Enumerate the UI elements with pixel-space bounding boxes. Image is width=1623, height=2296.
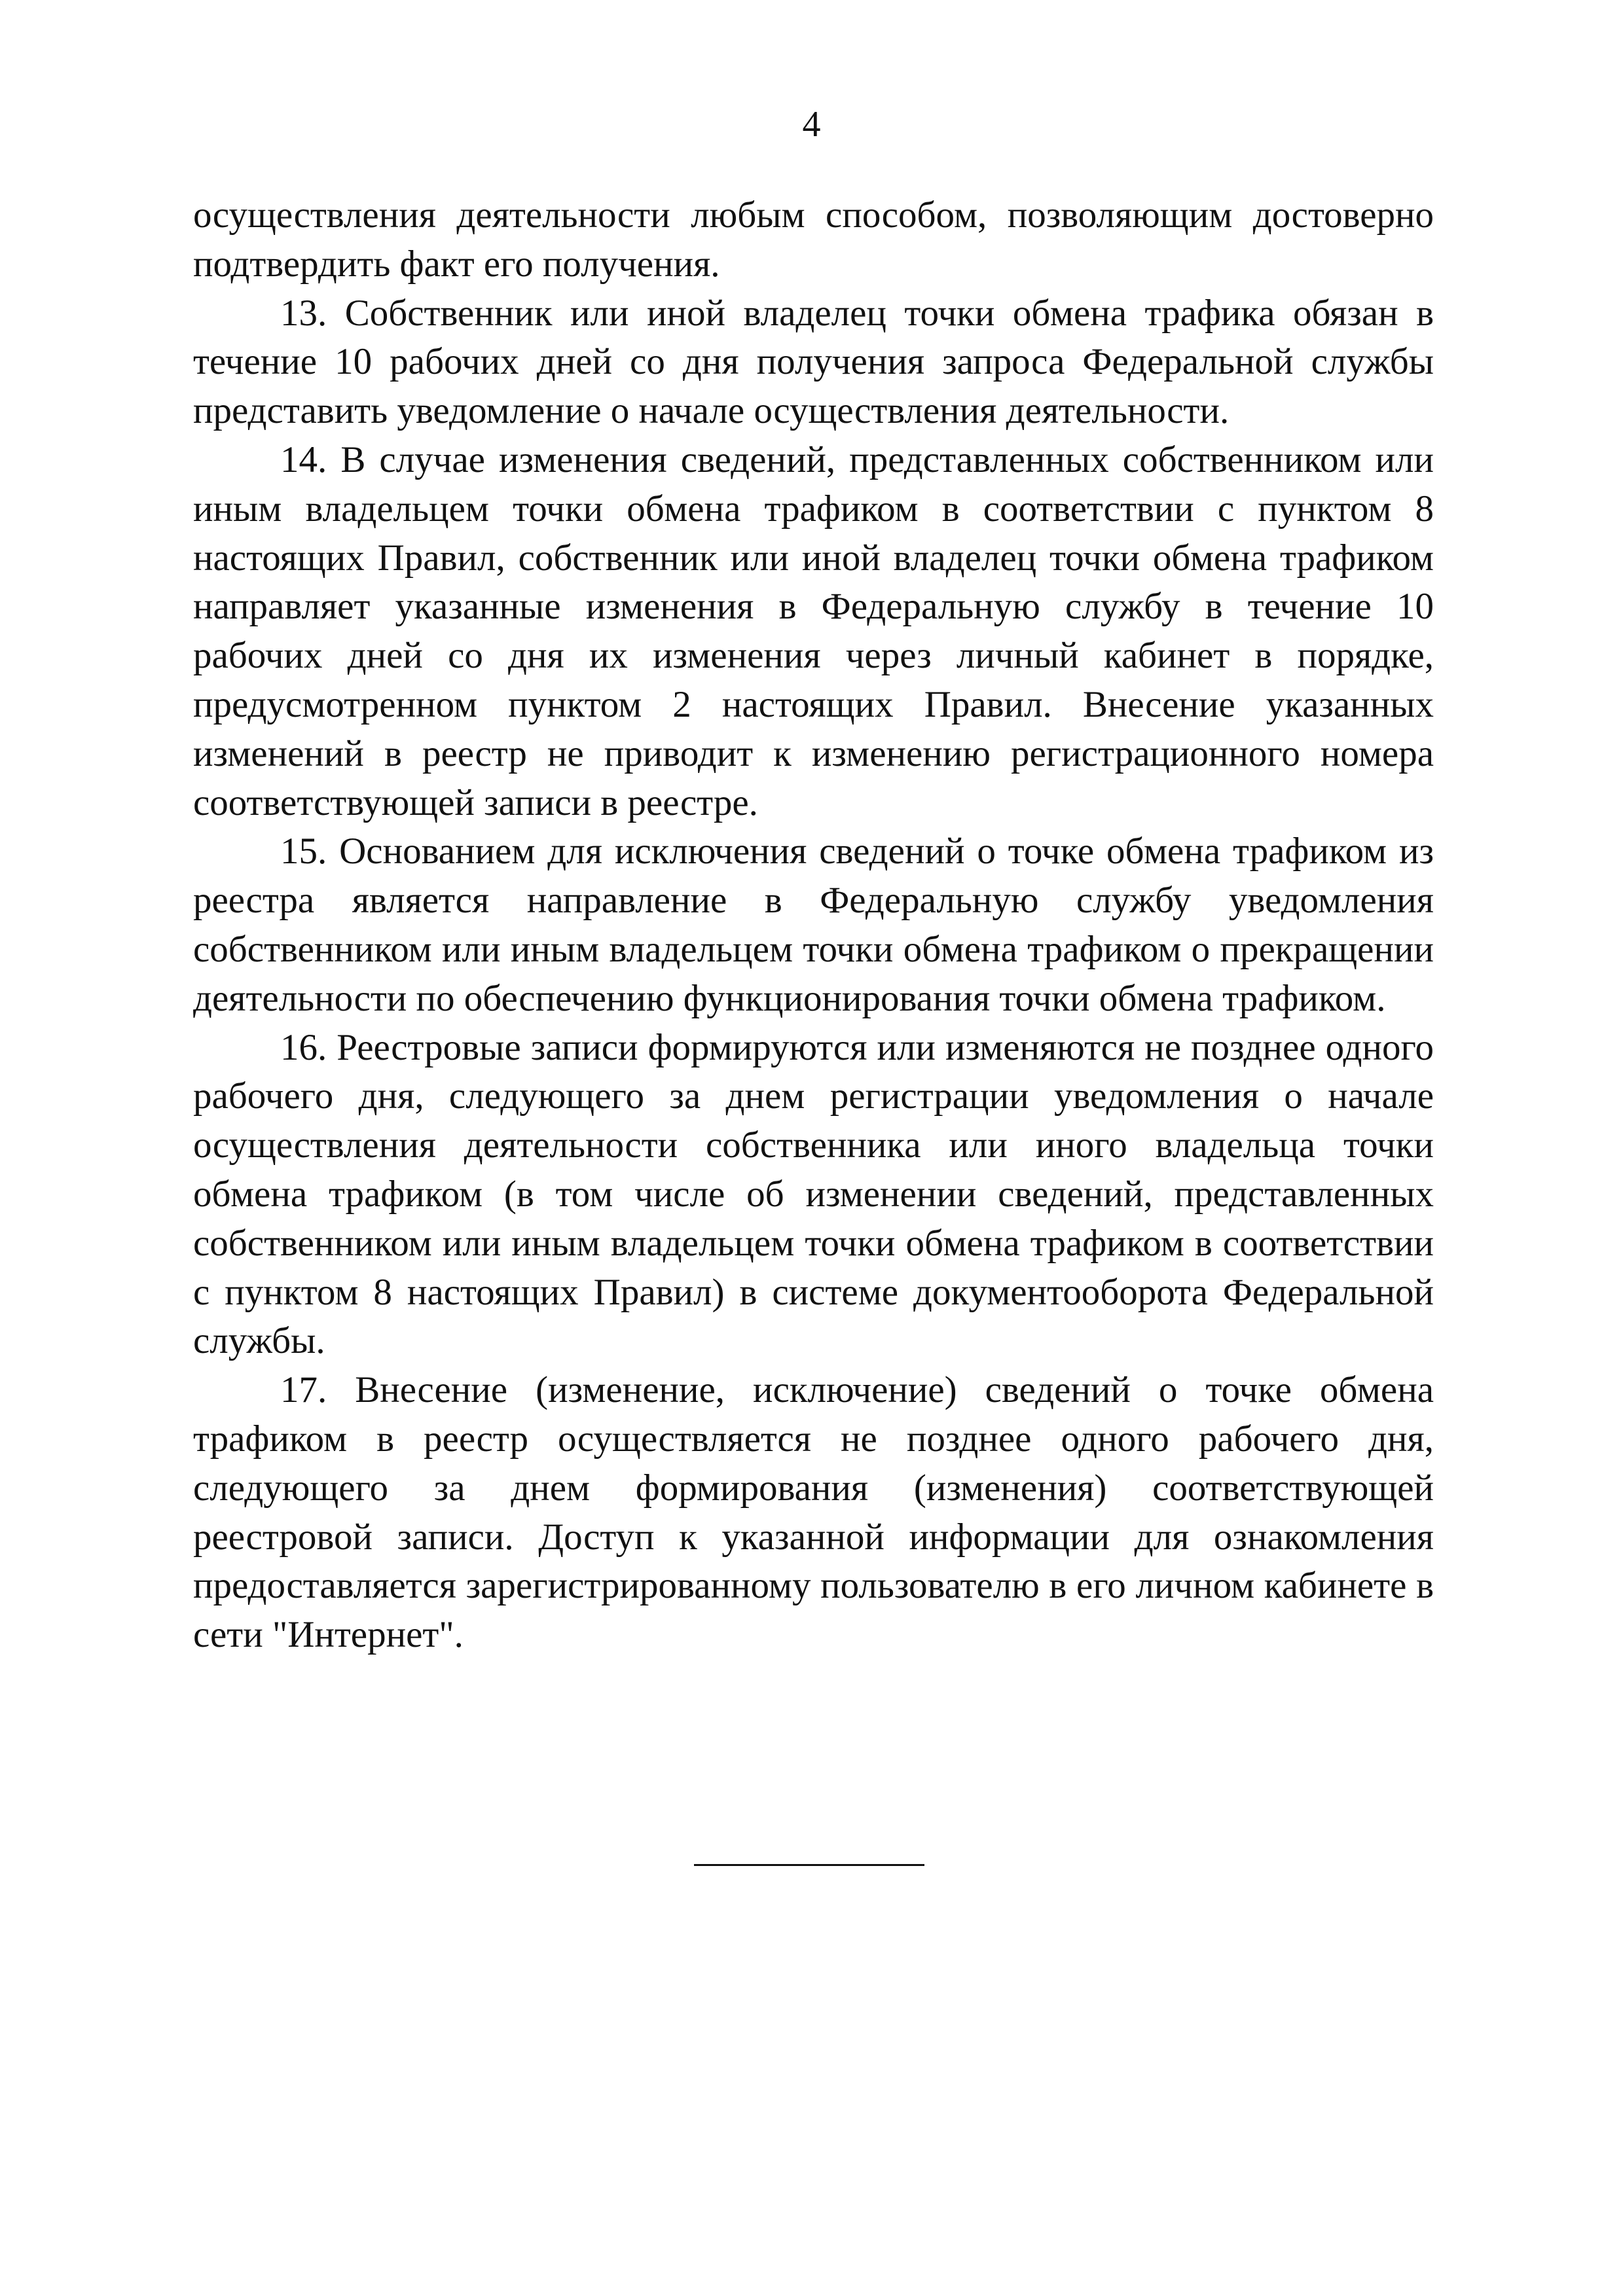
paragraph-number: 14.	[280, 439, 327, 480]
paragraph-number: 17.	[280, 1369, 327, 1411]
paragraph-text: Собственник или иной владелец точки обмена трафика обязан в течение 10 рабочих дней со дня получения запроса Федеральной службы представить уведомление о начале осуществления деятельности.	[193, 292, 1434, 432]
paragraph-text: Реестровые записи формируются или изменяются не позднее одного рабочего дня, следующего за днем регистрации уведомления о начале осуществления деятельности собственника или иного владельца точки обмена трафиком (в том числе об изменении сведений, представленных собственником или иным владельцем точки обмена трафиком в соответствии с пунктом 8 настоящих Правил) в системе документооборота Федеральной службы.	[193, 1026, 1434, 1362]
paragraph-text: Внесение (изменение, исключение) сведений о точке обмена трафиком в реестр осуществляется не позднее одного рабочего дня, следующего за днем формирования (изменения) соответствующей реестровой записи. Доступ к указанной информации для ознакомления предоставляется зарегистрированному пользователю в его личном кабинете в сети "Интернет".	[193, 1369, 1434, 1656]
paragraph-text: осуществления деятельности любым способом, позволяющим достоверно подтвердить факт его получения.	[193, 194, 1434, 285]
paragraph-continuation	[193, 191, 1434, 289]
paragraph-number: 15.	[280, 831, 327, 872]
paragraph-15	[193, 827, 1434, 1023]
paragraph-number: 16.	[280, 1026, 327, 1068]
end-separator-line	[694, 1864, 924, 1866]
paragraph-16	[193, 1024, 1434, 1367]
document-body	[193, 191, 1434, 1660]
paragraph-14	[193, 436, 1434, 827]
paragraph-17	[193, 1366, 1434, 1660]
paragraph-text: Основанием для исключения сведений о точке обмена трафиком из реестра является направление в Федеральную службу уведомления собственником или иным владельцем точки обмена трафиком о прекращении деятельности по обеспечению функционирования точки обмена трафиком.	[193, 831, 1434, 1019]
page-number: 4	[802, 104, 821, 145]
paragraph-text: В случае изменения сведений, представленных собственником или иным владельцем точки обмена трафиком в соответствии с пунктом 8 настоящих Правил, собственник или иной владелец точки обмена трафиком направляет указанные изменения в Федеральную службу в течение 10 рабочих дней со дня их изменения через личный кабинет в порядке, предусмотренном пунктом 2 настоящих Правил. Внесение указанных изменений в реестр не приводит к изменению регистрационного номера соответствующей записи в реестре.	[193, 439, 1434, 823]
paragraph-13	[193, 289, 1434, 436]
paragraph-number: 13.	[280, 292, 327, 334]
